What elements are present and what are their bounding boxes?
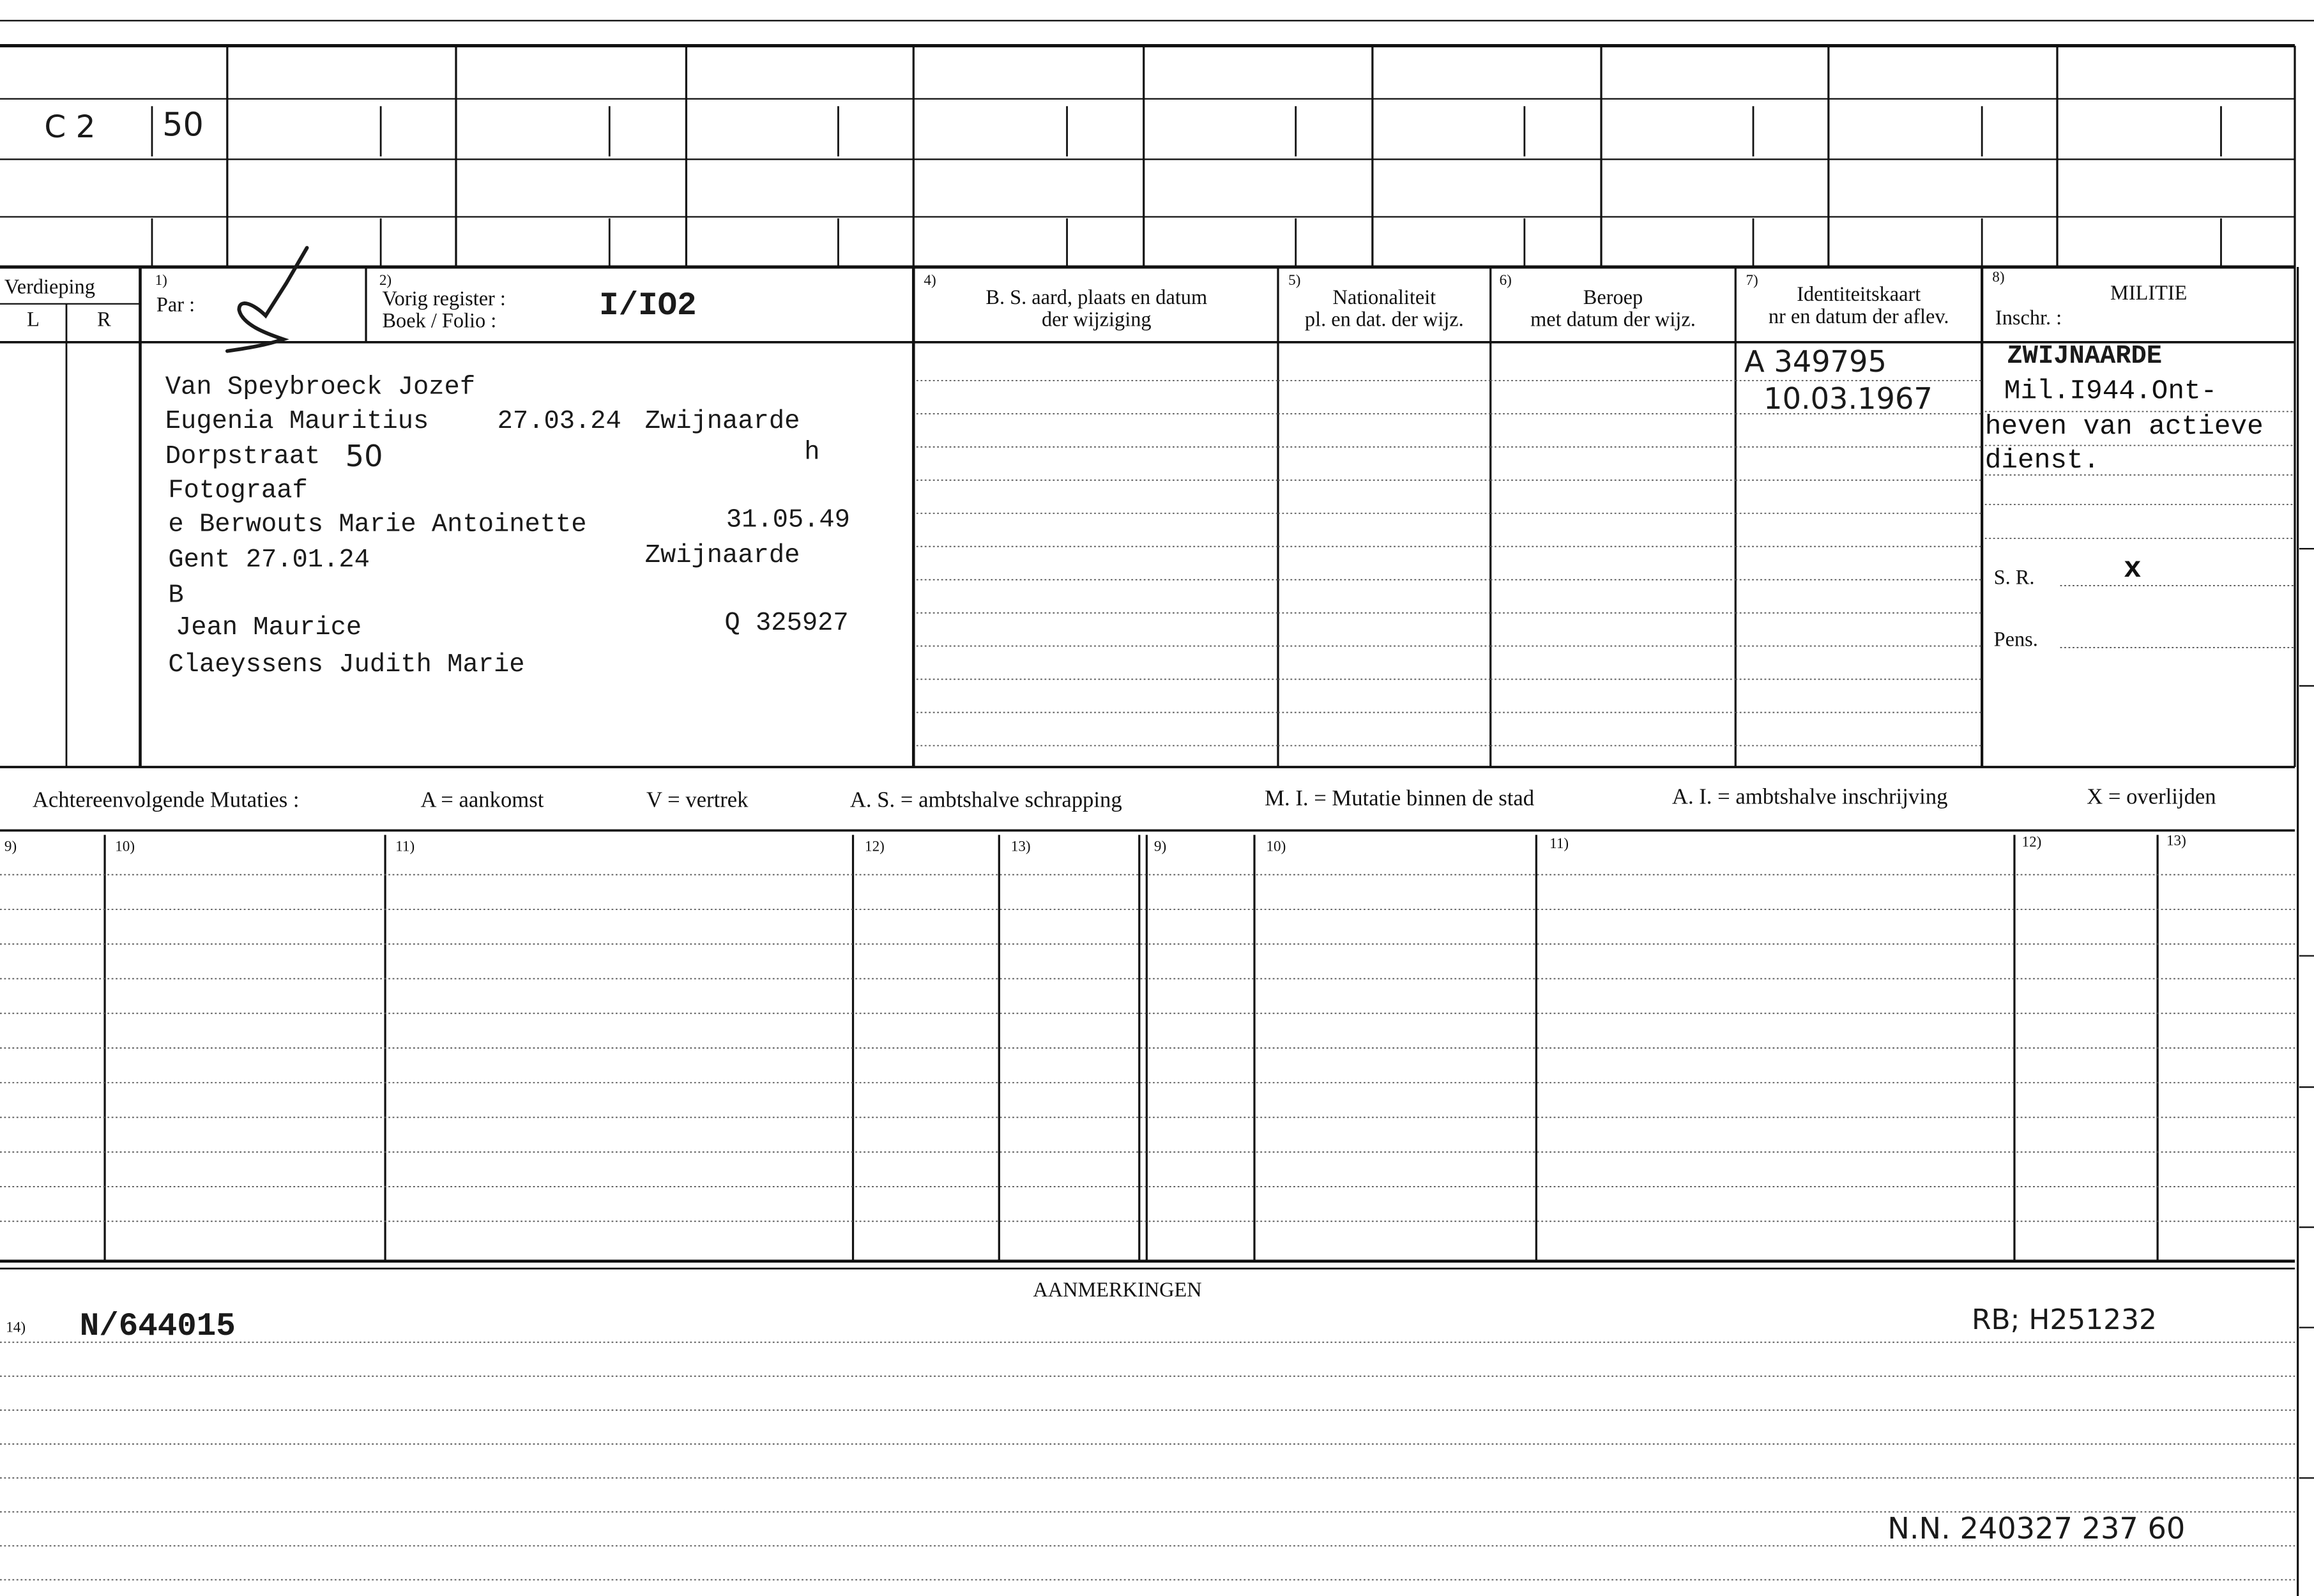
- sr-mark: x: [2123, 553, 2142, 588]
- person-line-3-h: h: [804, 437, 820, 468]
- militia-line-1: ZWIJNAARDE: [2007, 342, 2163, 372]
- identiteitskaart-header-line1: Identiteitskaart: [1797, 284, 1921, 307]
- id-card-number: A 349795: [1744, 344, 1887, 379]
- remarks-nn: N.N. 240327 237 60: [1887, 1510, 2186, 1546]
- section-number-6: 6): [1499, 273, 1512, 289]
- pens-label: Pens.: [1993, 630, 2038, 652]
- col-number-9: 9): [4, 839, 17, 856]
- nationaliteit-header-line2: pl. en dat. der wijz.: [1304, 310, 1464, 332]
- col-number-13b: 13): [2166, 833, 2186, 850]
- section-number-4: 4): [924, 273, 936, 289]
- id-card-date: 10.03.1967: [1763, 380, 1933, 416]
- right-label: R: [97, 310, 111, 332]
- vorig-register-label: Vorig register :: [382, 289, 506, 312]
- section-number-7: 7): [1746, 273, 1758, 289]
- section-number-5: 5): [1288, 273, 1301, 289]
- remarks-rb: RB; H251232: [1971, 1303, 2157, 1337]
- militia-line-4: dienst.: [1984, 445, 2100, 477]
- person-line-7: B: [168, 581, 184, 611]
- remarks-title: AANMERKINGEN: [1033, 1280, 1202, 1303]
- top-number: 50: [162, 107, 204, 145]
- person-line-2-name: Eugenia Mauritius: [165, 407, 429, 437]
- person-line-3: Dorpstraat: [165, 442, 321, 473]
- col-number-10: 10): [115, 839, 135, 856]
- legend-ambtshalve-schrapping: A. S. = ambtshalve schrapping: [849, 789, 1122, 813]
- sr-label: S. R.: [1993, 568, 2035, 590]
- col-number-11: 11): [395, 839, 415, 856]
- par-signature-mark: [222, 239, 325, 357]
- mutations-title: Achtereenvolgende Mutaties :: [32, 789, 300, 813]
- legend-aankomst: A = aankomst: [420, 789, 544, 813]
- militia-line-2: Mil.I944.Ont-: [2004, 376, 2218, 407]
- top-code: C 2: [44, 109, 96, 145]
- par-label: Par :: [156, 294, 195, 317]
- beroep-header-line2: met datum der wijz.: [1530, 310, 1696, 332]
- person-line-2-date: 27.03.24: [497, 407, 621, 437]
- col-number-12b: 12): [2021, 835, 2042, 851]
- bs-header-line1: B. S. aard, plaats en datum: [986, 287, 1208, 310]
- legend-overlijden: X = overlijden: [2087, 786, 2216, 810]
- inschr-label: Inschr. :: [1995, 308, 2062, 331]
- beroep-header-line1: Beroep: [1583, 287, 1643, 310]
- section-number-2: 2): [379, 273, 392, 289]
- house-number: 50: [345, 437, 383, 474]
- col-number-12: 12): [865, 839, 885, 856]
- boek-folio-label: Boek / Folio :: [382, 311, 497, 333]
- section-number-8: 8): [1992, 270, 2005, 287]
- person-line-8-code: Q 325927: [724, 609, 849, 639]
- col-number-11b: 11): [1549, 836, 1569, 853]
- militie-header: MILITIE: [2110, 283, 2188, 306]
- col-number-10b: 10): [1266, 839, 1286, 856]
- person-line-6: Gent 27.01.24: [168, 545, 370, 575]
- nationaliteit-header-line1: Nationaliteit: [1332, 287, 1436, 310]
- bs-header-line2: der wijziging: [1041, 310, 1152, 332]
- person-line-5: e Berwouts Marie Antoinette: [168, 510, 587, 540]
- person-line-2-place: Zwijnaarde: [644, 407, 800, 437]
- legend-vertrek: V = vertrek: [646, 789, 749, 813]
- remarks-n-number: N/644015: [79, 1308, 236, 1346]
- section-number-14: 14): [6, 1320, 26, 1337]
- left-label: L: [27, 310, 40, 332]
- person-line-4: Fotograaf: [168, 476, 308, 506]
- person-line-5-date: 31.05.49: [726, 506, 850, 536]
- col-number-13: 13): [1010, 839, 1031, 856]
- identiteitskaart-header-line2: nr en datum der aflev.: [1768, 307, 1949, 330]
- boek-folio-value: I/IO2: [599, 287, 697, 325]
- person-line-8: Jean Maurice: [175, 613, 362, 643]
- verdieping-label: Verdieping: [4, 277, 95, 300]
- person-line-9: Claeyssens Judith Marie: [168, 650, 525, 680]
- legend-mutatie-binnen-stad: M. I. = Mutatie binnen de stad: [1265, 787, 1535, 812]
- col-number-9b: 9): [1153, 839, 1167, 856]
- section-number-1: 1): [155, 273, 167, 289]
- militia-line-3: heven van actieve: [1984, 411, 2264, 443]
- person-line-6-place: Zwijnaarde: [644, 541, 800, 571]
- person-line-1: Van Speybroeck Jozef: [165, 373, 476, 403]
- legend-ambtshalve-inschrijving: A. I. = ambtshalve inschrijving: [1671, 786, 1948, 810]
